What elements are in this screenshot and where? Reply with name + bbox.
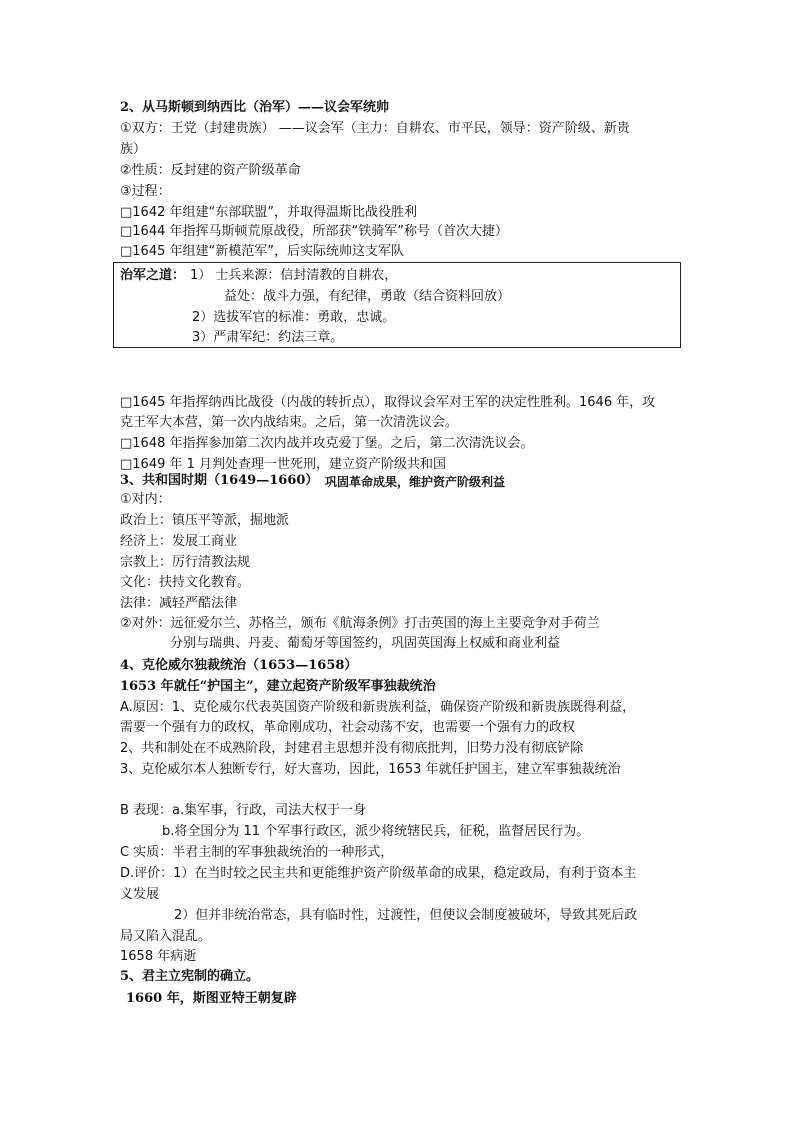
manifestation-line2: b.将全国分为 11 个军事行政区，派少将统辖民兵，征税，监督居民行为。 [162,824,590,839]
domestic-politics: 政治上：镇压平等派，掘地派 [120,513,290,528]
domestic-religion: 宗教上：厉行清教法规 [120,555,251,570]
section-3-title: 3、共和国时期（1649—1660） [120,473,319,488]
cause-line3: 2、共和制处在不成熟阶段，封建君主思想并没有彻底批判，旧势力没有彻底铲除 [120,741,584,756]
evaluation-line2: 义发展 [120,887,160,902]
foreign-policy-line2: 分别与瑞典、丹麦、葡萄牙等国签约，巩固英国海上权威和商业利益 [170,636,561,651]
domestic-law: 法律：减轻严酷法律 [120,596,238,611]
section-2-title: 2、从马斯顿到纳西比（治军）——议会军统帅 [120,100,390,115]
cause-line4: 3、克伦威尔本人独断专行，好大喜功，因此，1653 年就任护国主，建立军事独裁统治 [120,762,621,777]
evaluation-line1: D.评价：1）在当时较之民主共和更能维护资产阶级革命的成果，稳定政局，有利于资本主 [120,866,637,881]
section-4-subtitle: 1653 年就任“护国主”，建立起资产阶级军事独裁统治 [120,679,436,694]
cause-line1: A.原因：1、克伦威尔代表英国资产阶级和新贵族利益，确保资产阶级和新贵族既得利益， [120,700,636,715]
paragraph-process-label: ③过程： [120,184,171,199]
section-3-subtitle: 巩固革命成果，维护资产阶级利益 [325,475,506,489]
evaluation-line4: 局又陷入混乱。 [120,929,212,944]
essence-line: C 实质：半君主制的军事独裁统治的一种形式， [120,845,394,860]
paragraph-sides-line2: 族） [120,142,147,157]
evaluation-line3: 2）但并非统治常态，具有临时性，过渡性，但使议会制度被破坏，导致其死后政 [174,908,638,923]
domestic-economy: 经济上：发展工商业 [120,534,238,549]
domestic-culture: 文化：扶持文化教育。 [120,575,251,590]
domestic-label: ①对内： [120,492,171,507]
death-line: 1658 年病逝 [120,949,197,964]
event-1649: □1649 年 1 月判处查理一世死刑，建立资产阶级共和国 [120,457,447,472]
section-5-subtitle: 1660 年，斯图亚特王朝复辟 [126,991,297,1006]
box-line-officers: 2）选拔军官的标准：勇敢，忠诚。 [192,310,396,325]
box-line-soldiers: 1） 士兵来源：信封清教的自耕农， [190,268,398,283]
event-1648: □1648 年指挥参加第二次内战并攻克爱丁堡。之后，第二次清洗议会。 [120,436,534,451]
foreign-policy-line1: ②对外：远征爱尔兰、苏格兰，颁布《航海条例》打击英国的海上主要竞争对手荷兰 [120,616,600,631]
event-1642: □1642 年组建“东部联盟”，并取得温斯比战役胜利 [120,205,417,220]
section-5-title: 5、君主立宪制的确立。 [120,969,260,984]
manifestation-line1: B 表现：a.集军事，行政，司法大权于一身 [120,803,367,818]
paragraph-nature: ②性质：反封建的资产阶级革命 [120,163,301,178]
box-heading: 治军之道： [120,268,186,283]
event-1645-naseby-line2: 克王军大本营，第一次内战结束。之后，第一次清洗议会。 [120,415,459,430]
cause-line2: 需要一个强有力的政权，革命刚成功，社会动荡不安，也需要一个强有力的政权 [120,720,576,735]
box-line-discipline: 3）严肃军纪：约法三章。 [192,330,344,345]
box-line-benefits: 益处：战斗力强，有纪律，勇敢（结合资料回放） [224,289,511,304]
event-1644: □1644 年指挥马斯顿荒原战役，所部获“铁骑军”称号（首次大捷） [120,224,508,239]
paragraph-sides-line1: ①双方：王党（封建贵族） ——议会军（主力：自耕农、市平民，领导：资产阶级、新贵 [120,121,630,136]
event-1645-army: □1645 年组建“新模范军”，后实际统帅这支军队 [120,244,404,259]
army-principles-box [113,262,681,348]
event-1645-naseby-line1: □1645 年指挥纳西比战役（内战的转折点），取得议会军对王军的决定性胜利。1646 年，攻 [120,395,656,410]
section-4-title: 4、克伦威尔独裁统治（1653—1658） [120,658,358,673]
